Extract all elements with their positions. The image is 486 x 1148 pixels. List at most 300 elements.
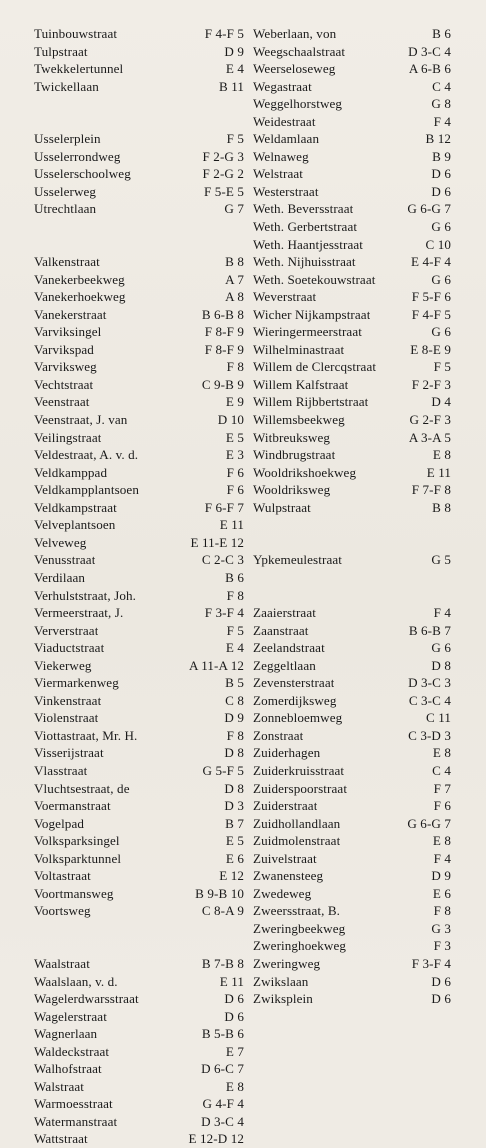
grid-reference: D 10 (217, 412, 244, 428)
street-entry (34, 639, 244, 657)
street-name: Voltastraat (34, 868, 91, 884)
grid-reference: F 8 (433, 903, 451, 919)
grid-reference: G 6 (431, 324, 451, 340)
street-entry (34, 446, 244, 464)
street-entry (253, 551, 451, 569)
grid-reference: D 3-C 4 (201, 1113, 244, 1129)
grid-reference: F 5 (226, 622, 244, 638)
street-entry (34, 867, 244, 885)
street-entry (34, 815, 244, 833)
street-entry (34, 657, 244, 675)
street-name: Valkenstraat (34, 254, 100, 270)
street-name: Voermanstraat (34, 798, 111, 814)
street-entry (34, 306, 244, 324)
street-name: Voortmansweg (34, 885, 114, 901)
street-name: Zomerdijksweg (253, 692, 337, 708)
grid-reference: D 4 (431, 394, 451, 410)
street-name: Ververstraat (34, 622, 99, 638)
street-name: Viaductstraat (34, 640, 105, 656)
street-entry (253, 411, 451, 429)
street-name: Varviksingel (34, 324, 102, 340)
street-entry (34, 727, 244, 745)
grid-reference: E 6 (432, 885, 451, 901)
street-name: Zwikslaan (253, 973, 309, 989)
grid-reference: C 3-C 4 (408, 692, 451, 708)
grid-reference: G 5-F 5 (202, 762, 244, 778)
street-name: Velveplantsoen (34, 517, 116, 533)
street-name: Zwanensteeg (253, 868, 324, 884)
street-name: Zuivelstraat (253, 850, 317, 866)
grid-reference: F 6-F 7 (204, 499, 244, 515)
grid-reference: D 6 (224, 991, 244, 1007)
grid-reference: F 6 (226, 464, 244, 480)
grid-reference: F 4-F 5 (204, 26, 244, 41)
street-name: Zonnebloemweg (253, 710, 343, 726)
grid-reference: B 7-B 8 (201, 955, 244, 971)
street-entry (253, 253, 451, 271)
street-entry (253, 130, 451, 148)
grid-reference: B 5 (225, 675, 244, 691)
grid-reference: F 4 (433, 850, 451, 866)
street-name: Wagelerdwarsstraat (34, 991, 139, 1007)
street-entry (34, 1043, 244, 1061)
grid-reference: F 4 (433, 605, 451, 621)
street-name: Twekkelertunnel (34, 61, 124, 77)
street-entry (34, 411, 244, 429)
grid-reference: G 3 (431, 920, 451, 936)
street-name: Zeelandstraat (253, 640, 325, 656)
street-entry (34, 902, 244, 920)
street-name: Twickellaan (34, 78, 99, 94)
street-name: Weth. Nijhuisstraat (253, 254, 356, 270)
grid-reference: C 3-D 3 (408, 727, 451, 743)
grid-reference: F 3-F 4 (411, 955, 451, 971)
street-name: Venusstraat (34, 552, 96, 568)
grid-reference: F 5 (226, 131, 244, 147)
street-name: Viekerweg (34, 657, 92, 673)
street-entry (34, 709, 244, 727)
grid-reference: E 11 (426, 464, 451, 480)
grid-reference: C 4 (432, 78, 451, 94)
street-entry (253, 78, 451, 96)
grid-reference: C 9-B 9 (201, 376, 244, 392)
grid-reference: D 8 (224, 745, 244, 761)
street-entry (34, 674, 244, 692)
grid-reference: D 6 (431, 973, 451, 989)
street-entry (253, 815, 451, 833)
street-name: Velveweg (34, 534, 87, 550)
grid-reference: F 7-F 8 (411, 482, 451, 498)
street-entry (253, 393, 451, 411)
street-entry (34, 481, 244, 499)
grid-reference: D 3-C 4 (408, 43, 451, 59)
street-name: Zuiderspoorstraat (253, 780, 348, 796)
street-entry (253, 43, 451, 61)
grid-reference: F 8 (226, 587, 244, 603)
street-name: Veldkampplantsoen (34, 482, 139, 498)
street-name: Voortsweg (34, 903, 91, 919)
street-name: Vanekerbeekweg (34, 271, 125, 287)
street-name: Willemsbeekweg (253, 412, 345, 428)
street-entry (34, 43, 244, 61)
street-entry (253, 885, 451, 903)
street-entry (34, 130, 244, 148)
street-name: Veenstraat, J. van (34, 412, 128, 428)
street-entry (34, 148, 244, 166)
street-name: Usselerplein (34, 131, 101, 147)
section-spacer (34, 218, 244, 253)
grid-reference: E 3 (225, 447, 244, 463)
grid-reference: A 3-A 5 (408, 429, 451, 445)
street-name: Zuiderkruisstraat (253, 762, 345, 778)
street-name: Zuiderstraat (253, 798, 318, 814)
street-name: Zweringbeekweg (253, 920, 346, 936)
grid-reference: F 2-G 2 (202, 166, 244, 182)
street-entry (34, 341, 244, 359)
street-name: Weth. Beversstraat (253, 201, 354, 217)
street-entry (34, 165, 244, 183)
street-name: Zonstraat (253, 727, 304, 743)
street-name: Viermarkenweg (34, 675, 119, 691)
grid-reference: B 12 (425, 131, 451, 147)
street-entry (253, 604, 451, 622)
street-name: Weerseloseweg (253, 61, 336, 77)
street-entry (34, 990, 244, 1008)
street-name: Zweersstraat, B. (253, 903, 341, 919)
street-entry (253, 25, 451, 43)
street-entry (253, 797, 451, 815)
grid-reference: D 6-C 7 (201, 1061, 244, 1077)
street-name: Zaanstraat (253, 622, 309, 638)
street-entry (34, 587, 244, 605)
street-entry (34, 200, 244, 218)
street-name: Weldamlaan (253, 131, 320, 147)
street-entry (34, 622, 244, 640)
section-spacer (253, 516, 451, 534)
grid-reference: F 2-F 3 (411, 376, 451, 392)
section-spacer (253, 587, 451, 605)
street-name: Wulpstraat (253, 499, 311, 515)
street-entry (253, 113, 451, 131)
street-name: Vlasstraat (34, 762, 88, 778)
grid-reference: D 6 (431, 991, 451, 1007)
street-entry (253, 464, 451, 482)
street-name: Wagnerlaan (34, 1026, 98, 1042)
street-name: Varvikspad (34, 341, 94, 357)
grid-reference: E 8-E 9 (410, 341, 451, 357)
grid-reference: B 7 (225, 815, 244, 831)
street-name: Vinkenstraat (34, 692, 102, 708)
street-entry (34, 429, 244, 447)
street-entry (253, 95, 451, 113)
street-entry (253, 499, 451, 517)
grid-reference: F 5-F 6 (411, 289, 451, 305)
street-index-left-column (34, 25, 244, 1148)
street-name: Walhofstraat (34, 1061, 102, 1077)
grid-reference: B 5-B 6 (201, 1026, 244, 1042)
street-entry (253, 429, 451, 447)
street-name: Willem de Clercqstraat (253, 359, 377, 375)
street-name: Vluchtsestraat, de (34, 780, 130, 796)
street-entry (253, 709, 451, 727)
street-entry (34, 376, 244, 394)
street-name: Veldestraat, A. v. d. (34, 447, 139, 463)
street-name: Wagelerstraat (34, 1008, 107, 1024)
street-entry (34, 1025, 244, 1043)
grid-reference: F 2-G 3 (202, 148, 244, 164)
street-name: Veenstraat (34, 394, 90, 410)
street-entry (34, 955, 244, 973)
street-entry (253, 165, 451, 183)
street-name: Verhulststraat, Joh. (34, 587, 137, 603)
street-name: Vermeerstraat, J. (34, 605, 124, 621)
grid-reference: C 11 (425, 710, 451, 726)
street-entry (253, 183, 451, 201)
grid-reference: E 9 (225, 394, 244, 410)
street-entry (253, 481, 451, 499)
street-entry (34, 534, 244, 552)
street-name: Zweringweg (253, 955, 321, 971)
street-entry (253, 744, 451, 762)
street-name: Wicher Nijkampstraat (253, 306, 371, 322)
street-index-right-column (253, 25, 451, 1008)
street-entry (34, 1095, 244, 1113)
street-entry (34, 1113, 244, 1131)
street-name: Vogelpad (34, 815, 85, 831)
street-entry (253, 867, 451, 885)
street-name: Vanekerhoekweg (34, 289, 126, 305)
grid-reference: D 3 (224, 798, 244, 814)
street-name: Visserijstraat (34, 745, 104, 761)
street-entry (34, 832, 244, 850)
street-name: Verdilaan (34, 569, 86, 585)
street-name: Usselerrondweg (34, 148, 121, 164)
street-entry (253, 727, 451, 745)
grid-reference: G 6 (431, 271, 451, 287)
grid-reference: F 4-F 5 (411, 306, 451, 322)
street-name: Weth. Haantjesstraat (253, 236, 364, 252)
street-entry (34, 604, 244, 622)
street-entry (34, 323, 244, 341)
grid-reference: B 6-B 7 (408, 622, 451, 638)
street-name: Weidestraat (253, 113, 316, 129)
grid-reference: E 6 (225, 850, 244, 866)
street-entry (34, 358, 244, 376)
grid-reference: D 9 (431, 868, 451, 884)
grid-reference: E 4-F 4 (411, 254, 451, 270)
grid-reference: G 2-F 3 (409, 412, 451, 428)
street-name: Warmoesstraat (34, 1096, 113, 1112)
street-entry (253, 639, 451, 657)
street-entry (253, 358, 451, 376)
grid-reference: F 3-F 4 (204, 605, 244, 621)
grid-reference: B 8 (432, 499, 451, 515)
street-entry (253, 674, 451, 692)
street-entry (34, 1060, 244, 1078)
section-spacer (34, 920, 244, 955)
grid-reference: E 11 (219, 973, 244, 989)
grid-reference: B 11 (218, 78, 244, 94)
street-name: Zuiderhagen (253, 745, 321, 761)
grid-reference: G 6-G 7 (407, 201, 451, 217)
street-entry (253, 692, 451, 710)
grid-reference: D 9 (224, 43, 244, 59)
street-entry (253, 306, 451, 324)
street-name: Walstraat (34, 1078, 85, 1094)
street-entry (34, 885, 244, 903)
grid-reference: E 12 (219, 868, 244, 884)
street-name: Vechtstraat (34, 376, 94, 392)
street-name: Usselerschoolweg (34, 166, 131, 182)
street-name: Willem Rijbbertstraat (253, 394, 369, 410)
grid-reference: F 8 (226, 359, 244, 375)
grid-reference: D 6 (224, 1008, 244, 1024)
grid-reference: A 8 (225, 289, 244, 305)
street-name: Violenstraat (34, 710, 99, 726)
grid-reference: D 8 (224, 780, 244, 796)
grid-reference: F 5-E 5 (204, 183, 244, 199)
street-name: Zaaierstraat (253, 605, 316, 621)
street-entry (253, 990, 451, 1008)
grid-reference: D 9 (224, 710, 244, 726)
grid-reference: D 6 (431, 166, 451, 182)
street-entry (34, 973, 244, 991)
street-entry (253, 850, 451, 868)
street-name: Wooldrikshoekweg (253, 464, 357, 480)
street-name: Veldkamppad (34, 464, 108, 480)
grid-reference: C 4 (432, 762, 451, 778)
street-name: Waldeckstraat (34, 1043, 110, 1059)
street-name: Ypkemeulestraat (253, 552, 343, 568)
street-entry (34, 78, 244, 96)
grid-reference: F 7 (433, 780, 451, 796)
street-name: Wieringermeerstraat (253, 324, 362, 340)
street-name: Wooldriksweg (253, 482, 331, 498)
street-entry (34, 762, 244, 780)
street-entry (253, 780, 451, 798)
grid-reference: E 8 (225, 1078, 244, 1094)
grid-reference: B 8 (225, 254, 244, 270)
street-name: Weegschaalstraat (253, 43, 346, 59)
street-name: Wegastraat (253, 78, 312, 94)
grid-reference: A 11-A 12 (189, 657, 244, 673)
street-name: Windbrugstraat (253, 447, 336, 463)
street-entry (34, 797, 244, 815)
street-entry (253, 902, 451, 920)
street-entry (34, 499, 244, 517)
grid-reference: E 11 (219, 517, 244, 533)
street-entry (34, 271, 244, 289)
grid-reference: C 10 (425, 236, 451, 252)
grid-reference: B 9 (432, 148, 451, 164)
street-name: Vanekerstraat (34, 306, 107, 322)
street-entry (34, 464, 244, 482)
street-entry (253, 236, 451, 254)
street-entry (34, 60, 244, 78)
section-spacer (253, 569, 451, 587)
grid-reference: D 8 (431, 657, 451, 673)
section-spacer (253, 534, 451, 552)
street-name: Weth. Gerbertstraat (253, 219, 358, 235)
grid-reference: C 8-A 9 (201, 903, 244, 919)
street-entry (253, 657, 451, 675)
street-entry (253, 323, 451, 341)
street-entry (34, 744, 244, 762)
street-entry (253, 200, 451, 218)
grid-reference: E 4 (225, 61, 244, 77)
street-entry (34, 780, 244, 798)
grid-reference: F 6 (226, 482, 244, 498)
street-entry (253, 60, 451, 78)
street-name: Veldkampstraat (34, 499, 117, 515)
grid-reference: G 4-F 4 (202, 1096, 244, 1112)
grid-reference: E 4 (225, 640, 244, 656)
street-name: Volksparktunnel (34, 850, 122, 866)
street-entry (34, 393, 244, 411)
grid-reference: D 3-C 3 (408, 675, 451, 691)
street-name: Volksparksingel (34, 833, 120, 849)
street-name: Veilingstraat (34, 429, 102, 445)
grid-reference: F 5 (433, 359, 451, 375)
street-entry (34, 551, 244, 569)
street-entry (253, 288, 451, 306)
street-name: Welstraat (253, 166, 304, 182)
grid-reference: A 7 (225, 271, 244, 287)
street-entry (34, 1008, 244, 1026)
street-name: Zuidhollandlaan (253, 815, 341, 831)
street-name: Weberlaan, von (253, 26, 337, 41)
street-entry (34, 569, 244, 587)
street-name: Weggelhorstweg (253, 96, 343, 112)
grid-reference: E 7 (225, 1043, 244, 1059)
grid-reference: E 8 (432, 447, 451, 463)
street-name: Waalslaan, v. d. (34, 973, 118, 989)
grid-reference: E 5 (225, 429, 244, 445)
street-name: Welnaweg (253, 148, 309, 164)
street-name: Weverstraat (253, 289, 317, 305)
street-entry (253, 376, 451, 394)
grid-reference: E 8 (432, 745, 451, 761)
street-entry (34, 692, 244, 710)
grid-reference: D 6 (431, 183, 451, 199)
street-entry (34, 1130, 244, 1148)
street-name: Waalstraat (34, 955, 90, 971)
grid-reference: E 11-E 12 (190, 534, 244, 550)
section-spacer (34, 95, 244, 130)
street-name: Viottastraat, Mr. H. (34, 727, 138, 743)
street-name: Tuinbouwstraat (34, 26, 118, 41)
grid-reference: F 8-F 9 (204, 324, 244, 340)
street-name: Zwiksplein (253, 991, 313, 1007)
street-entry (253, 937, 451, 955)
grid-reference: C 8 (225, 692, 244, 708)
grid-reference: E 5 (225, 833, 244, 849)
street-name: Utrechtlaan (34, 201, 97, 217)
street-name: Zuidmolenstraat (253, 833, 341, 849)
street-name: Varviksweg (34, 359, 97, 375)
street-name: Witbreuksweg (253, 429, 331, 445)
street-entry (253, 148, 451, 166)
street-name: Willem Kalfstraat (253, 376, 349, 392)
street-name: Westerstraat (253, 183, 319, 199)
grid-reference: A 6-B 6 (408, 61, 451, 77)
street-entry (34, 253, 244, 271)
street-entry (253, 271, 451, 289)
grid-reference: E 8 (432, 833, 451, 849)
grid-reference: G 7 (224, 201, 244, 217)
street-entry (253, 832, 451, 850)
grid-reference: B 6-B 8 (201, 306, 244, 322)
